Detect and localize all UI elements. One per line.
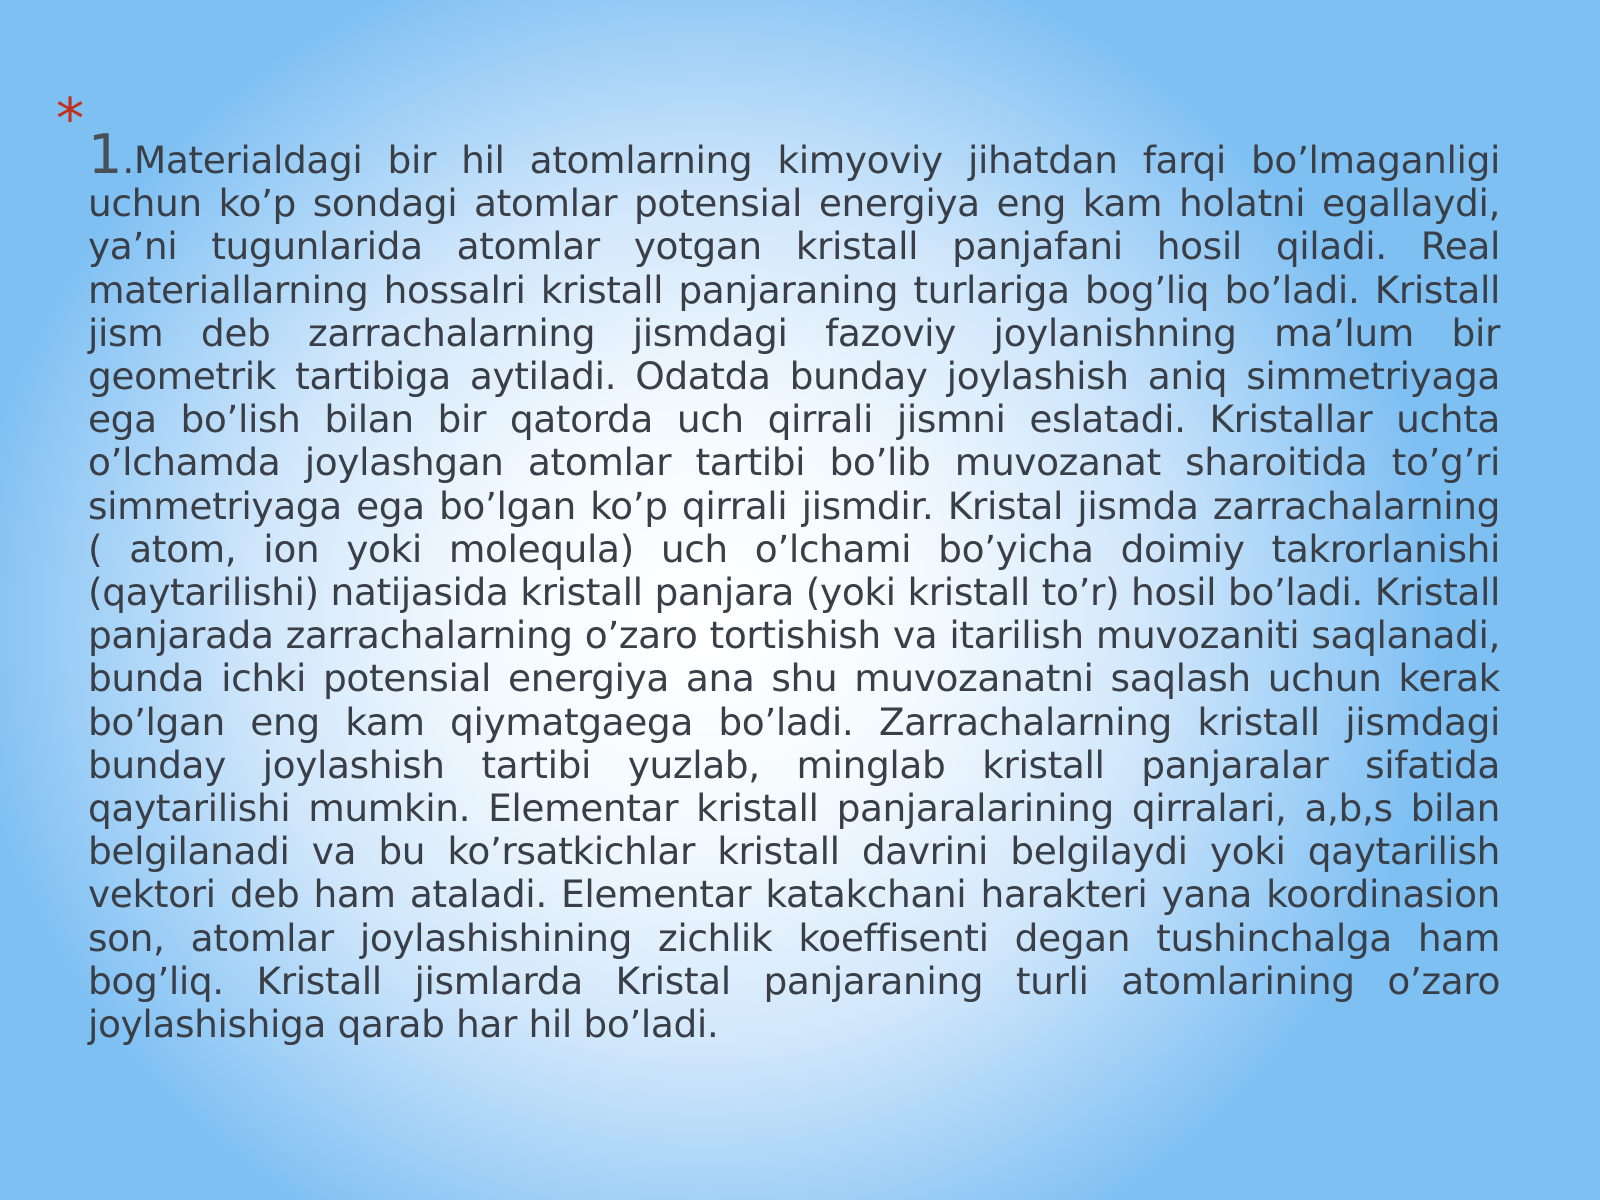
paragraph-text: .Materialdagi bir hil atomlarning kimyoviy jihatdan farqi bo’lmaganligi uchun ko’p sondagi atomlar potensial energiya eng kam holatni egallaydi, ya’ni tugunlarida atomlar yotgan kristall panjafani hosil qiladi. Real materiallarning hossalri kristall panjaraning turlariga bog’liq bo’ladi. Kristall jism deb zarrachalarning jismdagi fazoviy joylanishning ma’lum bir geometrik tartibiga aytiladi. Odatda bunday joylashish aniq simmetriyaga ega bo’lish bilan bir qatorda uch qirrali jismni eslatadi. Kristallar uchta o’lchamda joylashgan atomlar tartibi bo’lib muvozanat sharoitida to’g’ri simmetriyaga ega bo’lgan ko’p qirrali jismdir. Kristal jismda zarrachalarning ( atom, ion yoki molequla) uch o’lchami bo’yicha doimiy takrorlanishi (qaytarilishi) natijasida kristall panjara (yoki kristall to’r) hosil bo’ladi. Kristall panjarada zarrachalarning o’zaro tortishish va itarilish muvozaniti saqlanadi, bunda ichki potensial energiya ana shu muvozanatni saqlash uchun kerak bo’lgan eng kam qiymatgaega bo’ladi. Zarrachalarning kristall jismdagi bunday joylashish tartibi yuzlab, minglab kristall panjaralar sifatida qaytarilishi mumkin. Elementar kristall panjaralarining qirralari, a,b,s bilan belgilanadi va bu ko’rsatkichlar kristall davrini belgilaydi yoki qaytarilish vektori deb ham ataladi. Elementar katakchani harakteri yana koordinasion son, atomlar joylashishining zichlik koeffisenti degan tushinchalga ham bog’liq. Kristall jismlarda Kristal panjaraning turli atomlarining o’zaro joylashishiga qarab har hil bo’ladi. — [88, 138, 1500, 1047]
bullet-asterisk: * — [56, 87, 84, 152]
body-paragraph — [88, 123, 1500, 1047]
paragraph-number: 1 — [88, 123, 123, 186]
